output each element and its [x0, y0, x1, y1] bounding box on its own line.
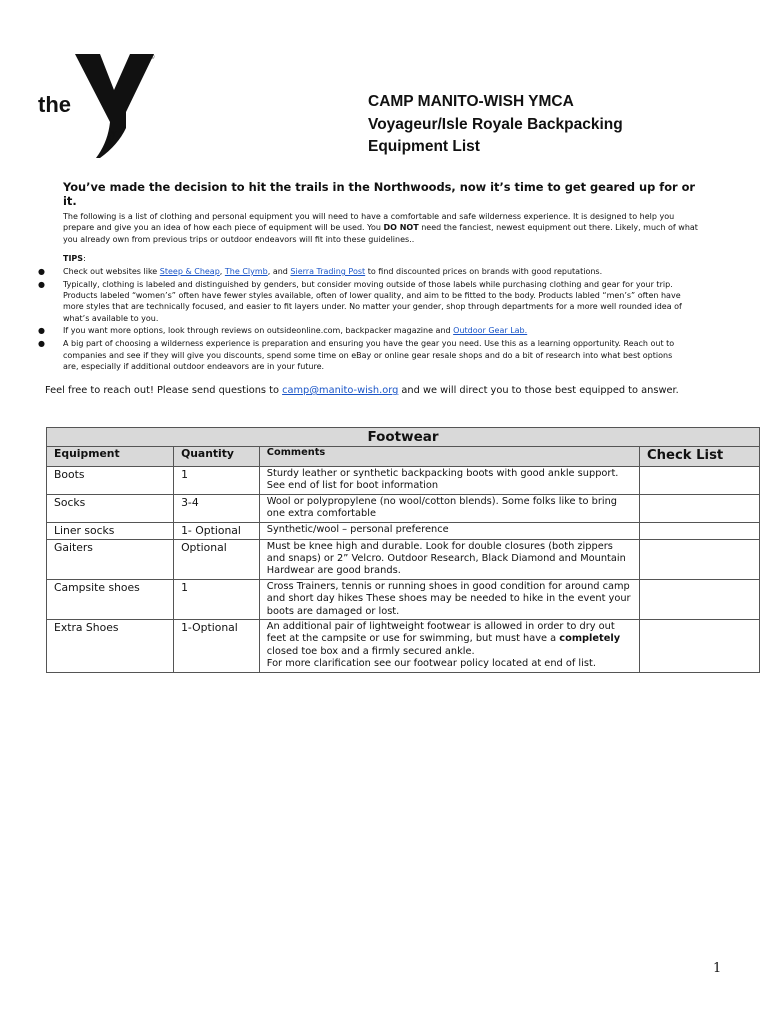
document-header [368, 91, 728, 159]
quantity-cell: 1 [174, 579, 260, 619]
outdoor-gear-lab-link[interactable]: Outdoor Gear Lab. [453, 326, 528, 336]
tips-label-text: TIPS [63, 254, 84, 263]
the-clymb-link[interactable]: The Clymb [224, 267, 268, 276]
quantity-cell: 1- Optional [174, 522, 260, 539]
contact-text-before: Feel free to reach out! Please send questions to [45, 385, 283, 396]
y-mark [75, 54, 154, 158]
equipment-cell: Campsite shoes [47, 579, 174, 619]
tips-label-colon: : [83, 254, 86, 263]
table-row [47, 620, 760, 673]
table-row [47, 539, 760, 579]
intro-body [63, 211, 703, 245]
table-row [47, 494, 760, 522]
table-title-row [47, 428, 760, 447]
comments-cell: Wool or polypropylene (no wool/cotton blends). Some folks like to bring one extra comfortable [259, 494, 639, 522]
tip-1-sep-2: , and [267, 267, 291, 276]
bullet-icon: ● [38, 267, 45, 276]
header-quantity: Quantity [174, 447, 260, 467]
email-link[interactable]: camp@manito-wish.org [282, 385, 399, 396]
comments-text-1: An additional pair of lightweight footwear is allowed in order to dry out feet at the campsite or use for swimming, but must have a [266, 621, 615, 645]
tip-item [38, 338, 688, 372]
table-row [47, 522, 760, 539]
tip-item [38, 266, 688, 277]
bullet-icon: ● [38, 339, 45, 349]
header-check-list: Check List [639, 447, 759, 467]
quantity-cell: 3-4 [174, 494, 260, 522]
tip-1-text-before: Check out websites like [63, 267, 160, 276]
tip-4-text: A big part of choosing a wilderness experience is preparation and ensuring you have the gear you need. Use this as a learning opportunity. Reach out to companies and see if they will give you discounts, spend some time on eBay or online gear resale shops and do a bit of research into what best options are, especially if additional outdoor endeavors are in your future. [63, 339, 675, 371]
logo-ymca-text: YMCA [103, 129, 119, 151]
header-comments: Comments [259, 447, 639, 467]
footwear-table [46, 427, 760, 673]
sierra-trading-post-link[interactable]: Sierra Trading Post [290, 267, 366, 276]
contact-paragraph [45, 384, 685, 397]
table-row [47, 467, 760, 495]
tips-label [63, 253, 86, 264]
bullet-icon: ● [38, 326, 45, 336]
check-cell[interactable] [639, 494, 759, 522]
comments-bold: completely [559, 633, 621, 645]
comments-text-2: closed toe box and a firmly secured ankle. [266, 645, 475, 657]
tip-1-text-after: to find discounted prices on brands with good reputations. [365, 267, 603, 276]
check-cell[interactable] [639, 620, 759, 673]
equipment-cell: Liner socks [47, 522, 174, 539]
comments-cell: Synthetic/wool – personal preference [259, 522, 639, 539]
quantity-cell: Optional [174, 539, 260, 579]
equipment-cell: Extra Shoes [47, 620, 174, 673]
section-title: Footwear [47, 428, 760, 447]
equipment-cell: Gaiters [47, 539, 174, 579]
steep-cheap-link[interactable]: Steep & Cheap [159, 267, 220, 276]
table-row [47, 579, 760, 619]
comments-cell: Cross Trainers, tennis or running shoes in good condition for around camp and short day hikes These shoes may be needed to hike in the event your boots are damaged or lost. [259, 579, 639, 619]
check-cell[interactable] [639, 579, 759, 619]
equipment-cell: Socks [47, 494, 174, 522]
check-cell[interactable] [639, 539, 759, 579]
comments-cell: Sturdy leather or synthetic backpacking boots with good ankle support. See end of list for boot information [259, 467, 639, 495]
intro-section [63, 180, 703, 245]
tip-item [38, 325, 688, 336]
comments-text-3: For more clarification see our footwear policy located at end of list. [266, 658, 596, 670]
header-line-3: Equipment List [368, 138, 480, 155]
tip-2-text: Typically, clothing is labeled and distinguished by genders, but consider moving outside of those labels while purchasing clothing and gear for your trip. Products labeled “women’s” often have fewer styles available, often of lower quality, and aim to be fitted to the body. Products labled “men’s” often have more styles that are technically focused, and easier to fit layers under. No matter your gender, shop through departments for a more well rounded idea of what’s available to you. [63, 279, 682, 323]
table-header-row [47, 447, 760, 467]
ymca-logo [38, 50, 160, 162]
comments-cell [259, 620, 639, 673]
equipment-cell: Boots [47, 467, 174, 495]
tip-item [38, 279, 688, 324]
page-number: 1 [713, 961, 722, 976]
intro-body-text-2: need the fanciest, newest equipment out there. Likely, much of what you already own from previous trips or outdoor endeavors will fit into these guidelines.. [63, 223, 698, 244]
quantity-cell: 1-Optional [174, 620, 260, 673]
tip-1-sep-1: , [219, 267, 225, 276]
header-equipment: Equipment [47, 447, 174, 467]
contact-text-after: and we will direct you to those best equipped to answer. [398, 385, 679, 396]
check-cell[interactable] [639, 522, 759, 539]
tip-3-text-before: If you want more options, look through reviews on outsideonline.com, backpacker magazine and [63, 326, 454, 336]
comments-cell: Must be knee high and durable. Look for double closures (both zippers and snaps) or 2” Velcro. Outdoor Research, Black Diamond and Mountain Hardwear are good brands. [259, 539, 639, 579]
intro-title: You’ve made the decision to hit the trails in the Northwoods, now it’s time to get geared up for or it. [63, 180, 696, 208]
header-line-2: Voyageur/Isle Royale Backpacking [368, 115, 623, 133]
check-cell[interactable] [639, 467, 759, 495]
tips-list [38, 266, 688, 374]
quantity-cell: 1 [174, 467, 260, 495]
header-line-1: CAMP MANITO-WISH YMCA [368, 93, 574, 110]
intro-body-bold: DO NOT [383, 223, 419, 233]
logo-registered-mark: ® [150, 55, 155, 61]
bullet-icon: ● [38, 279, 45, 289]
intro-body-text-1: The following is a list of clothing and personal equipment you will need to have a comfortable and safe wilderness experience. It is designed to help you prepare and give you an idea of how each piece of equipment will be used. You [63, 212, 675, 233]
logo-the-text: the [38, 92, 71, 117]
